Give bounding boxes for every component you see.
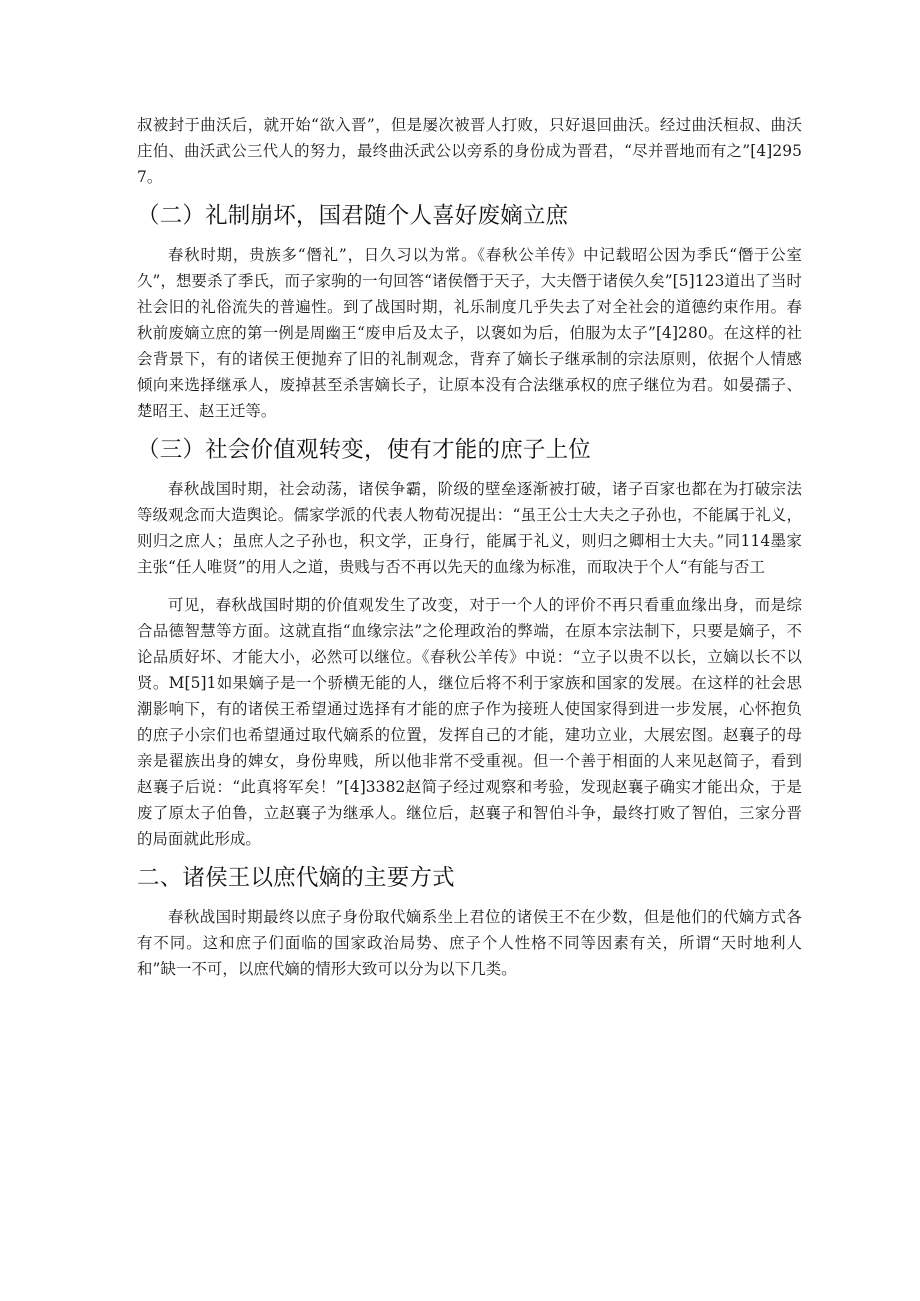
document-body — [137, 112, 802, 982]
paragraph-quwo-succession: 叔被封于曲沃后，就开始“欲入晋”，但是屡次被晋人打败，只好退回曲沃。经过曲沃桓叔、曲沃庄伯、曲沃武公三代人的努力，最终曲沃武公以旁系的身份成为晋君，“尽并晋地而有之”[4]2957。 — [137, 116, 802, 186]
section-heading-ritual-collapse: （二）礼制崩坏，国君随个人喜好废嫡立庶 — [137, 203, 569, 229]
paragraph-value-shift: 春秋战国时期，社会动荡，诸侯争霸，阶级的壁垒逐渐被打破，诸子百家也都在为打破宗法等级观念而大造舆论。儒家学派的代表人物荀况提出：“虽王公士大夫之子孙也，不能属于礼义，则归之庶人；虽庶人之子孙也，积文学，正身行，能属于礼义，则归之卿相士大夫。”同114墨家主张“任人唯贤”的用人之道，贵贱与否不再以先天的血缘为标准，而取决于个人“有能与否工 — [137, 480, 802, 576]
paragraph-ritual-collapse: 春秋时期，贵族多“僭礼”，日久习以为常。《春秋公羊传》中记载昭公因为季氏“僭于公室久”，想要杀了季氏，而子家驹的一句回答“诸侯僭于天子，大夫僭于诸侯久矣”[5]123道出了当时社会旧的礼俗流失的普遍性。到了战国时期，礼乐制度几乎失去了对全社会的道德约束作用。春秋前废嫡立庶的第一例是周幽王“废申后及太子，以褒如为后，伯服为太子”[4]280。在这样的社会背景下，有的诸侯王便抛弃了旧的礼制观念，背弃了嫡长子继承制的宗法原则，依据个人情感倾向来选择继承人，废掉甚至杀害嫡长子，让原本没有合法继承权的庶子继位为君。如晏孺子、楚昭王、赵王迁等。 — [137, 246, 802, 420]
chapter-heading-main-methods: 二、诸侯王以庶代嫡的主要方式 — [137, 865, 455, 891]
section-heading-value-shift: （三）社会价值观转变，使有才能的庶子上位 — [137, 437, 592, 463]
paragraph-zhao-xiangzi: 可见，春秋战国时期的价值观发生了改变，对于一个人的评价不再只看重血缘出身，而是综合品德智慧等方面。这就直指“血缘宗法”之伦理政治的弊端，在原本宗法制下，只要是嫡子，不论品质好坏、才能大小，必然可以继位。《春秋公羊传》中说：“立子以贵不以长，立嫡以长不以贤。M[5]1如果嫡子是一个骄横无能的人，继位后将不利于家族和国家的发展。在这样的社会思潮影响下，有的诸侯王希望通过选择有才能的庶子作为接班人使国家得到进一步发展，心怀抱负的庶子小宗们也希望通过取代嫡系的位置，发挥自己的才能，建功立业，大展宏图。赵襄子的母亲是翟族出身的婢女，身份卑贱，所以他非常不受重视。但一个善于相面的人来见赵简子，看到赵襄子后说：“此真将军矣！”[4]3382赵简子经过观察和考验，发现赵襄子确实才能出众，于是废了原太子伯鲁，立赵襄子为继承人。继位后，赵襄子和智伯斗争，最终打败了智伯，三家分晋的局面就此形成。 — [137, 596, 802, 848]
paragraph-main-methods: 春秋战国时期最终以庶子身份取代嫡系坐上君位的诸侯王不在少数，但是他们的代嫡方式各有不同。这和庶子们面临的国家政治局势、庶子个人性格不同等因素有关，所谓“天时地利人和”缺一不可，以庶代嫡的情形大致可以分为以下几类。 — [137, 908, 802, 978]
